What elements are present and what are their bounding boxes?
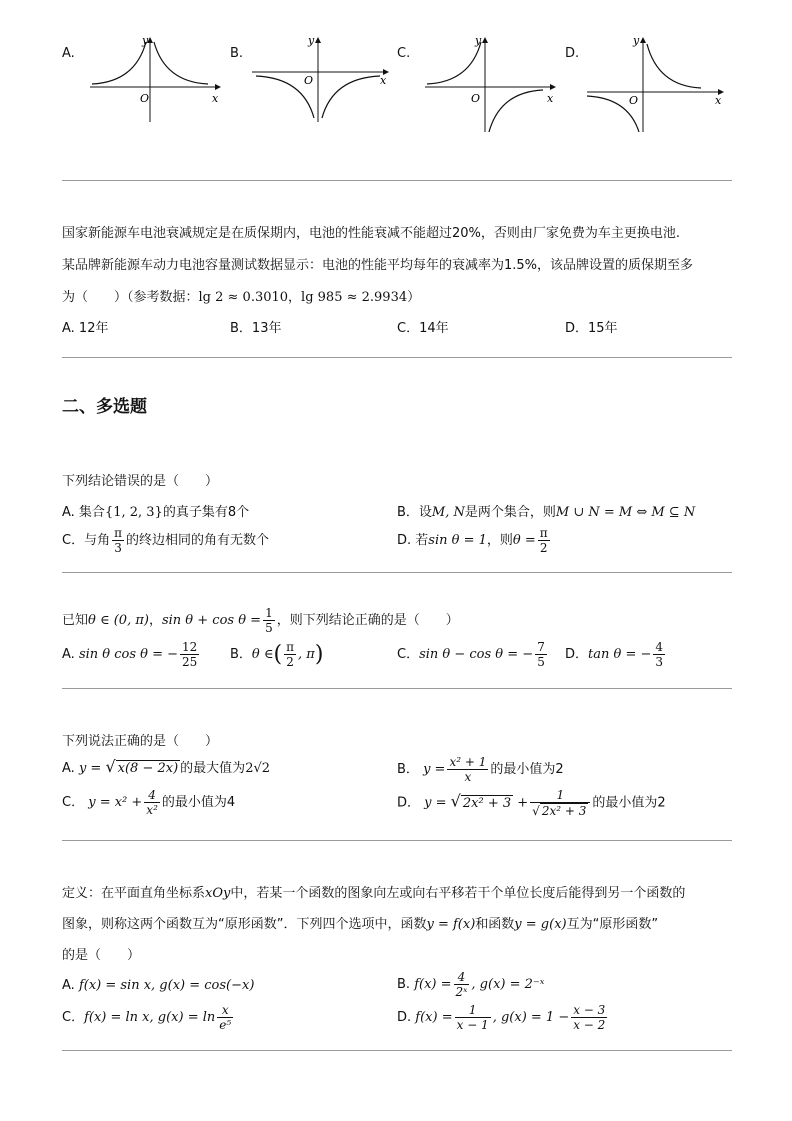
q4-option-d-post: 的最小值为2 [592, 795, 666, 811]
q2-option-c-post: 的终边相同的角有无数个 [125, 533, 269, 548]
q5-option-b-tail: , g(x) = 2⁻ˣ [471, 977, 545, 992]
q2-option-a-pre: A. 集合 [62, 505, 105, 520]
denominator: 5 [265, 621, 273, 635]
q5-option-a-pre: A. [62, 978, 75, 993]
plus-sign: + [517, 795, 529, 811]
q5-option-c[interactable] [62, 1003, 235, 1032]
numerator: 1 [530, 788, 590, 803]
denominator: 2ˣ [455, 985, 468, 999]
q4-option-d-lhs: y = [424, 795, 447, 811]
numerator: π [539, 526, 548, 540]
numerator: 4 [144, 788, 160, 803]
q4-option-a[interactable] [62, 757, 270, 776]
q5-option-a-math: f(x) = sin x, g(x) = cos(−x) [78, 978, 255, 993]
graph-label-b: B. [230, 46, 244, 61]
origin-label: O [304, 74, 314, 87]
denominator: 2 [539, 541, 548, 555]
denominator [530, 803, 590, 818]
numerator: 4 [655, 640, 664, 654]
denominator: x² [146, 803, 158, 817]
denominator: x [464, 770, 472, 784]
q4-option-a-radicand: x(8 − 2x) [117, 761, 179, 776]
y-label: y [142, 34, 149, 47]
q5-line-2-post: 互为“原形函数” [566, 917, 659, 932]
q3-option-a-pre: A. [62, 647, 75, 662]
q4-option-a-value: 2√2 [245, 761, 271, 776]
q4-option-a-post: 的最大值为 [180, 761, 246, 776]
numerator: x − 3 [573, 1003, 606, 1017]
q4-option-b-pre: B． [397, 762, 419, 777]
x-label: x [715, 94, 722, 107]
graph-b [248, 34, 393, 126]
q5-option-d[interactable] [397, 1003, 609, 1032]
q3-option-c-lhs: sin θ − cos θ = − [419, 647, 534, 662]
q1-line-3 [62, 286, 420, 305]
fraction [535, 640, 547, 669]
q4-option-c-pre: C． [62, 795, 85, 810]
q4-option-c-lhs: y = x² + [88, 795, 143, 810]
q4-option-b-lhs: y = [423, 762, 446, 777]
q5-line-1-pre: 定义：在平面直角坐标系 [62, 886, 206, 901]
q3-option-d[interactable] [565, 640, 667, 669]
curve-right [322, 76, 380, 118]
q5-option-d-pre: D. [397, 1010, 412, 1025]
divider [62, 688, 732, 689]
numerator: 12 [182, 640, 198, 654]
q5-option-d-lhs: f(x) = [415, 1010, 453, 1025]
numerator: 1 [265, 606, 273, 620]
origin-label: O [629, 94, 639, 107]
denominator: 3 [114, 541, 122, 555]
right-paren: ) [314, 642, 324, 667]
fraction [284, 640, 296, 669]
q3-option-b-lhs: θ ∈ [251, 647, 274, 662]
y-label: y [308, 34, 315, 47]
q1-line-2: 某品牌新能源车动力电池容量测试数据显示：电池的性能平均每年的衰减率为1.5%，该品牌设置的质保期至多 [62, 258, 694, 273]
fraction [455, 1003, 491, 1032]
q5-line-1-post: 中，若某一个函数的图象向左或向右平移若干个单位长度后能得到另一个函数的 [230, 886, 686, 901]
sqrt-sign: √ [532, 804, 540, 818]
q5-line-1 [62, 882, 685, 901]
q2-stem: 下列结论错误的是（ ） [62, 474, 219, 489]
divider [62, 357, 732, 358]
q2-option-d-lhs: θ = [512, 533, 536, 548]
q1-line-3-pre: 为（ ）（参考数据： [62, 290, 199, 305]
denominator: 3 [655, 655, 664, 669]
numerator: π [286, 640, 294, 654]
q2-option-a-set: {1, 2, 3} [104, 505, 163, 520]
q2-option-d-cond: sin θ = 1 [428, 533, 487, 548]
q3-stem [62, 606, 459, 635]
q5-line-2-mid: 和函数 [475, 917, 515, 932]
fraction [530, 788, 590, 818]
numerator: π [114, 526, 122, 540]
q4-option-a-lhs: y = [78, 761, 102, 776]
fraction [447, 755, 488, 784]
fraction [217, 1003, 233, 1032]
q1-ref-data: lg 2 ≈ 0.3010，lg 985 ≈ 2.9934） [198, 290, 421, 305]
fraction [263, 606, 275, 635]
q5-option-b-lhs: f(x) = [414, 977, 452, 992]
q3-option-b-pre: B． [230, 647, 252, 662]
q5-option-a[interactable] [62, 978, 254, 993]
sqrt-sign: √ [450, 791, 461, 811]
q4-option-a-pre: A. [62, 761, 75, 776]
q3-stem-mid: ， [148, 613, 162, 628]
q3-stem-cond: θ ∈ (0, π) [88, 613, 149, 628]
q3-option-c-pre: C． [397, 647, 420, 662]
graph-a [80, 34, 225, 126]
q3-option-a[interactable] [62, 640, 201, 669]
q1-line-1: 国家新能源车电池衰减规定是在质保期内，电池的性能衰减不能超过20%，否则由厂家免费为车主更换电池. [62, 226, 681, 241]
q1-option-a[interactable]: A. 12年 [62, 321, 109, 336]
numerator: 7 [537, 640, 545, 654]
curve-right [489, 90, 543, 132]
q2-option-d-mid: ，则 [486, 533, 513, 548]
q2-option-b-math: M ∪ N = M ⇔ M ⊆ N [555, 505, 696, 520]
graph-label-a: A. [62, 46, 75, 61]
fraction [571, 1003, 607, 1032]
curve-left [92, 42, 146, 84]
divider [62, 1050, 732, 1051]
curve-left [427, 42, 481, 84]
numerator: x² + 1 [449, 755, 487, 769]
q5-line-2 [62, 913, 658, 932]
q5-option-c-pre: C． [62, 1010, 85, 1025]
q3-option-a-lhs: sin θ cos θ = − [78, 647, 179, 662]
q1-option-b[interactable]: B．13年 [230, 321, 282, 336]
fraction [144, 788, 160, 817]
graph-label-c: C. [397, 46, 411, 61]
q5-option-b-pre: B. [397, 977, 411, 992]
sqrt-sign: √ [105, 757, 116, 776]
denominator: 5 [537, 655, 545, 669]
q2-option-b-mid: 是两个集合，则 [464, 505, 556, 520]
q4-option-b-post: 的最小值为2 [490, 762, 564, 777]
radicand: 2x² + 3 [541, 804, 587, 818]
left-paren: ( [273, 642, 283, 667]
fraction [653, 640, 665, 669]
curve-right [647, 44, 701, 88]
q3-stem-eq: sin θ + cos θ = [161, 613, 262, 628]
denominator: 2 [286, 655, 294, 669]
q3-option-d-pre: D． [565, 647, 589, 662]
q4-option-d-radicand: 2x² + 3 [462, 795, 512, 811]
q5-line-2-pre: 图象，则称这两个函数互为“原形函数”．下列四个选项中，函数 [62, 917, 427, 932]
y-label: y [633, 34, 640, 47]
denominator: x − 1 [456, 1018, 489, 1032]
q3-option-b-tail: , π [298, 647, 315, 662]
graph-c [415, 34, 560, 136]
numerator: 4 [454, 970, 470, 985]
q4-option-b[interactable] [397, 755, 564, 784]
q3-option-b[interactable] [230, 640, 323, 669]
q5-line-1-var: xOy [205, 886, 231, 901]
q2-option-b[interactable] [397, 501, 695, 520]
fraction [112, 526, 124, 555]
q4-option-d[interactable] [397, 788, 666, 818]
q2-option-d-pre: D. 若 [397, 533, 429, 548]
q2-option-c[interactable] [62, 526, 269, 555]
q2-option-a[interactable] [62, 501, 249, 520]
q3-option-d-lhs: tan θ = − [588, 647, 652, 662]
denominator: e⁵ [219, 1018, 232, 1032]
graph-label-d: D. [565, 46, 580, 61]
denominator: 25 [182, 655, 198, 669]
divider [62, 840, 732, 841]
section-title: 二、多选题 [62, 397, 147, 417]
q2-option-b-pre: B．设 [397, 505, 432, 520]
q2-option-a-post: 的真子集有8个 [162, 505, 250, 520]
q5-option-b[interactable] [397, 970, 544, 999]
origin-label: O [140, 92, 150, 105]
fraction [538, 526, 550, 555]
q3-option-c[interactable] [397, 640, 549, 669]
q3-stem-pre: 已知 [62, 613, 89, 628]
q2-option-d[interactable] [397, 526, 552, 555]
x-label: x [380, 74, 387, 87]
graph-d [583, 34, 728, 136]
q3-stem-post: ，则下列结论正确的是（ ） [276, 613, 459, 628]
q2-option-c-pre: C．与角 [62, 533, 111, 548]
denominator: x − 2 [573, 1018, 606, 1032]
y-label: y [475, 34, 482, 47]
divider [62, 180, 732, 181]
x-label: x [547, 92, 554, 105]
origin-label: O [471, 92, 481, 105]
q1-option-c[interactable]: C．14年 [397, 321, 449, 336]
q5-line-2-f: y = f(x) [426, 917, 476, 932]
q2-option-b-vars: M, N [431, 505, 465, 520]
q5-line-2-g: y = g(x) [514, 917, 567, 932]
fraction [454, 970, 470, 999]
q5-option-c-lhs: f(x) = ln x, g(x) = ln [84, 1010, 216, 1025]
q4-stem: 下列说法正确的是（ ） [62, 734, 219, 749]
numerator: x [217, 1003, 233, 1018]
q4-option-c[interactable] [62, 788, 235, 817]
q5-option-d-mid: , g(x) = 1 − [492, 1010, 570, 1025]
q4-option-c-post: 的最小值为4 [161, 795, 236, 810]
numerator: 1 [455, 1003, 491, 1018]
fraction [180, 640, 199, 669]
curve-right [154, 42, 208, 84]
q4-option-d-pre: D． [397, 795, 421, 811]
x-label: x [212, 92, 219, 105]
q1-option-d[interactable]: D．15年 [565, 321, 618, 336]
divider [62, 572, 732, 573]
q5-line-3: 的是（ ） [62, 948, 141, 963]
